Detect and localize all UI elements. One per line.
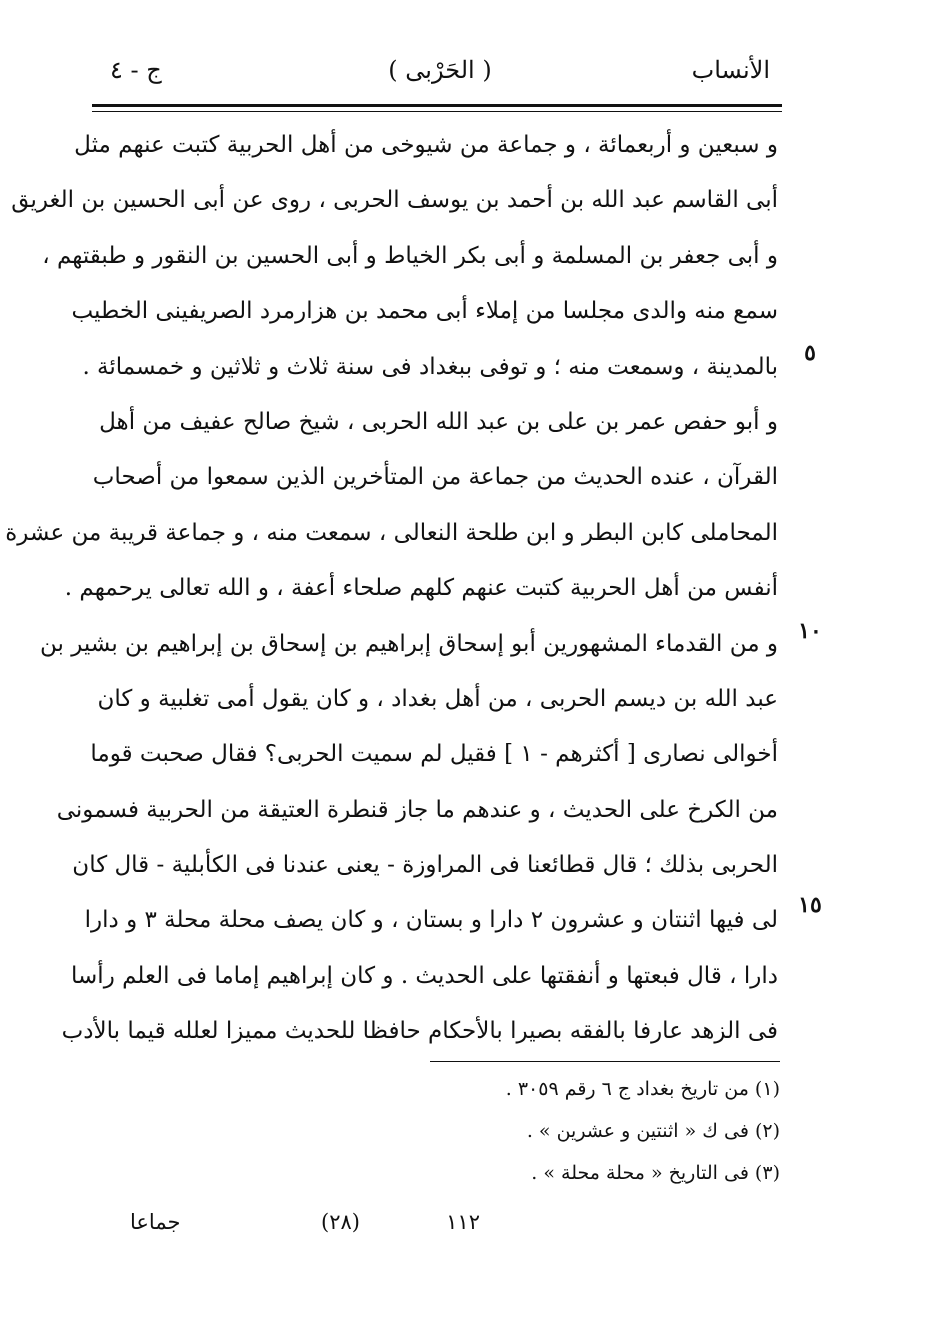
text-line: أنفس من أهل الحربية كتبت عنهم كلهم صلحاء أعفة ، و الله تعالى يرحمهم . — [64, 575, 778, 602]
header-book-title: الأنساب — [691, 56, 770, 84]
footnote-rule — [430, 1061, 780, 1062]
footnote-1: (١) من تاريخ بغداد ج ٦ رقم ٣٠٥٩ . — [505, 1078, 780, 1100]
text-line: من الكرخ على الحديث ، و عندهم ما جاز قنطرة العتيقة من الحربية فسمونى — [56, 796, 778, 823]
text-line: أخوالى نصارى [ أكثرهم - ١ ] فقيل لم سميت الحربى؟ فقال صحبت قوما — [90, 741, 778, 768]
text-line: الحربى بذلك ؛ قال قطائعنا فى المراوزة - يعنى عندنا فى الكأبلية - قال كان — [72, 852, 778, 879]
text-line: سمع منه والدى مجلسا من إملاء أبى محمد بن هزارمرد الصريفينى الخطيب — [71, 298, 778, 325]
line-number-15: ١٥ — [798, 892, 822, 918]
header-rule-thin — [92, 111, 782, 112]
text-line: بالمدينة ، وسمعت منه ؛ و توفى ببغداد فى سنة ثلاث و ثلاثين و خمسمائة . — [82, 353, 778, 380]
text-line: و أبى جعفر بن المسلمة و أبى بكر الخياط و أبى الحسين بن النقور و طبقتهم ، — [42, 242, 778, 269]
main-text — [5, 118, 778, 1060]
header-entry-title: ( الحَرْبى ) — [388, 56, 492, 84]
text-line: لى فيها اثنتان و عشرون ٢ دارا و بستان ، و كان يصف محلة محلة ٣ و دارا — [84, 907, 778, 934]
signature-mark: (٢٨) — [321, 1210, 360, 1234]
text-line: عبد الله بن ديسم الحربى ، من أهل بغداد ، و كان يقول أمى تغلبية و كان — [97, 685, 778, 712]
header-volume: ج - ٤ — [110, 56, 162, 84]
text-line: المحاملى كابن البطر و ابن طلحة النعالى ، سمعت منه ، و جماعة قريبة من عشرة — [5, 519, 778, 546]
catchword: جماعا — [130, 1210, 181, 1234]
text-line: و سبعين و أربعمائة ، و جماعة من شيوخى من أهل الحربية كتبت عنهم مثل — [74, 132, 778, 158]
header-rule-thick — [92, 104, 782, 107]
page-footer — [100, 1210, 780, 1250]
line-number-5: ٥ — [804, 340, 816, 366]
running-header — [100, 52, 780, 96]
text-line: دارا ، قال فبعتها و أنفقتها على الحديث . و كان إبراهيم إماما فى العلم رأسا — [71, 962, 778, 989]
text-line: القرآن ، عنده الحديث من جماعة من المتأخرين الذين سمعوا من أصحاب — [92, 464, 778, 491]
page-number: ١١٢ — [446, 1210, 480, 1234]
footnote-3: (٣) فى التاريخ « محلة محلة » . — [531, 1162, 780, 1184]
text-line: و أبو حفص عمر بن على بن عبد الله الحربى ، شيخ صالح عفيف من أهل — [99, 408, 778, 435]
text-line: فى الزهد عارفا بالفقه بصيرا بالأحكام حافظا للحديث مميزا لعلله قيما بالأدب — [61, 1018, 778, 1045]
text-line: و من القدماء المشهورين أبو إسحاق إبراهيم بن إسحاق بن إبراهيم بن بشير بن — [39, 630, 778, 657]
footnotes — [400, 1068, 780, 1194]
footnote-2: (٢) فى ك « اثنتين و عشرين » . — [526, 1120, 780, 1142]
line-number-10: ١٠ — [798, 618, 822, 644]
text-line: أبى القاسم عبد الله بن أحمد بن يوسف الحربى ، روى عن أبى الحسين بن الغريق — [11, 187, 778, 214]
